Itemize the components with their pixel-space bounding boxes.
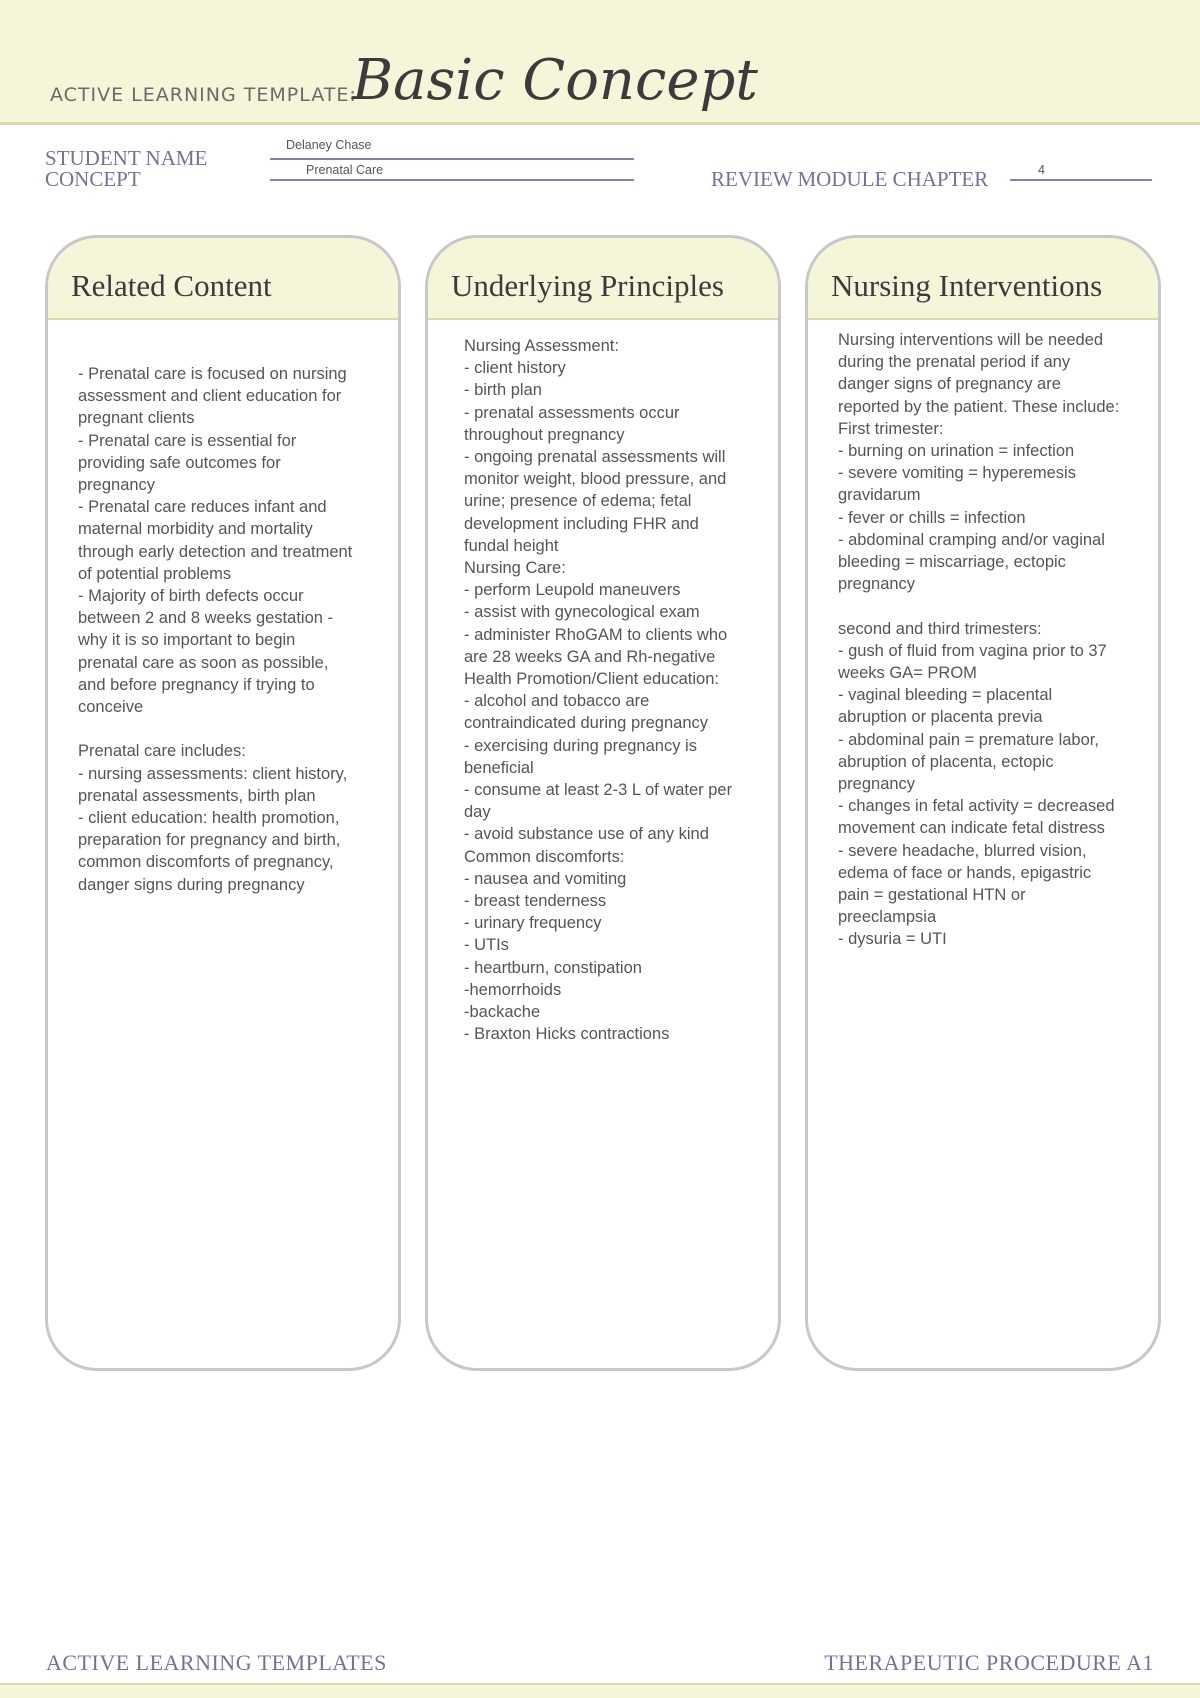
panel-body[interactable]: Nursing Assessment: - client history - birth plan - prenatal assessments occur throughout pregnancy - ongoing prenatal assessments will monitor weight, blood pressure, and urine; presence of edema; fetal development including FHR and fundal height Nursing Care: - perform Leupold maneuvers - assist with gynecological exam - administer RhoGAM to clients who are 28 weeks GA and Rh-negative Health Promotion/Client education: - alcohol and tobacco are contraindicated during pregnancy - exercising during pregnancy is beneficial - consume at least 2-3 L of water per day - avoid substance use of any kind Common discomforts: - nausea and vomiting - breast tenderness - urinary frequency - UTIs - heartburn, constipation -hemorrhoids -backache - Braxton Hicks contractions	[464, 337, 733, 1044]
panel-nursing-interventions	[805, 235, 1161, 1371]
panel-body[interactable]: Nursing interventions will be needed during the prenatal period if any danger signs of pregnancy are reported by the patient. These include: First trimester: - burning on urination = infection - severe vomiting = hyperemesis gravidarum - fever or chills = infection - abdominal cramping and/or vaginal bleeding = miscarriage, ectopic pregnancy second and third trimesters: - gush of fluid from vagina prior to 37 weeks GA= PROM - vaginal bleeding = placental abruption or placenta previa - abdominal pain = premature labor, abruption of placenta, ectopic pregnancy - changes in fetal activity = decreased movement can indicate fetal distress - severe headache, blurred vision, edema of face or hands, epigastric pain = gestational HTN or preeclampsia - dysuria = UTI	[838, 331, 1120, 949]
footer-left: ACTIVE LEARNING TEMPLATES	[46, 1650, 387, 1675]
template-label: ACTIVE LEARNING TEMPLATE:	[50, 84, 357, 106]
panel-body[interactable]: - Prenatal care is focused on nursing assessment and client education for pregnant clients - Prenatal care is essential for providing safe outcomes for pregnancy - Prenatal care reduces infant and maternal morbidity and mortality through early detection and treatment of potential problems - Majority of birth defects occur between 2 and 8 weeks gestation - why it is so important to begin prenatal care as soon as possible, and before pregnancy if trying to conceive Prenatal care includes: - nursing assessments: client history, prenatal assessments, birth plan - client education: health promotion, preparation for pregnancy and birth, common discomforts of pregnancy, danger signs during pregnancy	[78, 365, 353, 894]
concept-label: CONCEPT	[45, 167, 141, 191]
footer-right: THERAPEUTIC PROCEDURE A1	[824, 1650, 1154, 1675]
panel-title: Underlying Principles	[428, 238, 778, 320]
panel-title: Nursing Interventions	[808, 238, 1158, 320]
review-module-value[interactable]: 4	[1038, 163, 1045, 177]
review-module-label: REVIEW MODULE CHAPTER	[711, 167, 989, 191]
student-name-value[interactable]: Delaney Chase	[286, 138, 372, 152]
student-name-label: STUDENT NAME	[45, 146, 208, 170]
review-module-line	[1010, 179, 1152, 181]
concept-line	[270, 179, 634, 181]
concept-value[interactable]: Prenatal Care	[306, 163, 384, 177]
panel-title: Related Content	[48, 238, 398, 320]
student-name-line	[270, 158, 634, 160]
panel-underlying-principles	[425, 235, 781, 1371]
template-title: Basic Concept	[352, 48, 758, 113]
panel-related-content	[45, 235, 401, 1371]
